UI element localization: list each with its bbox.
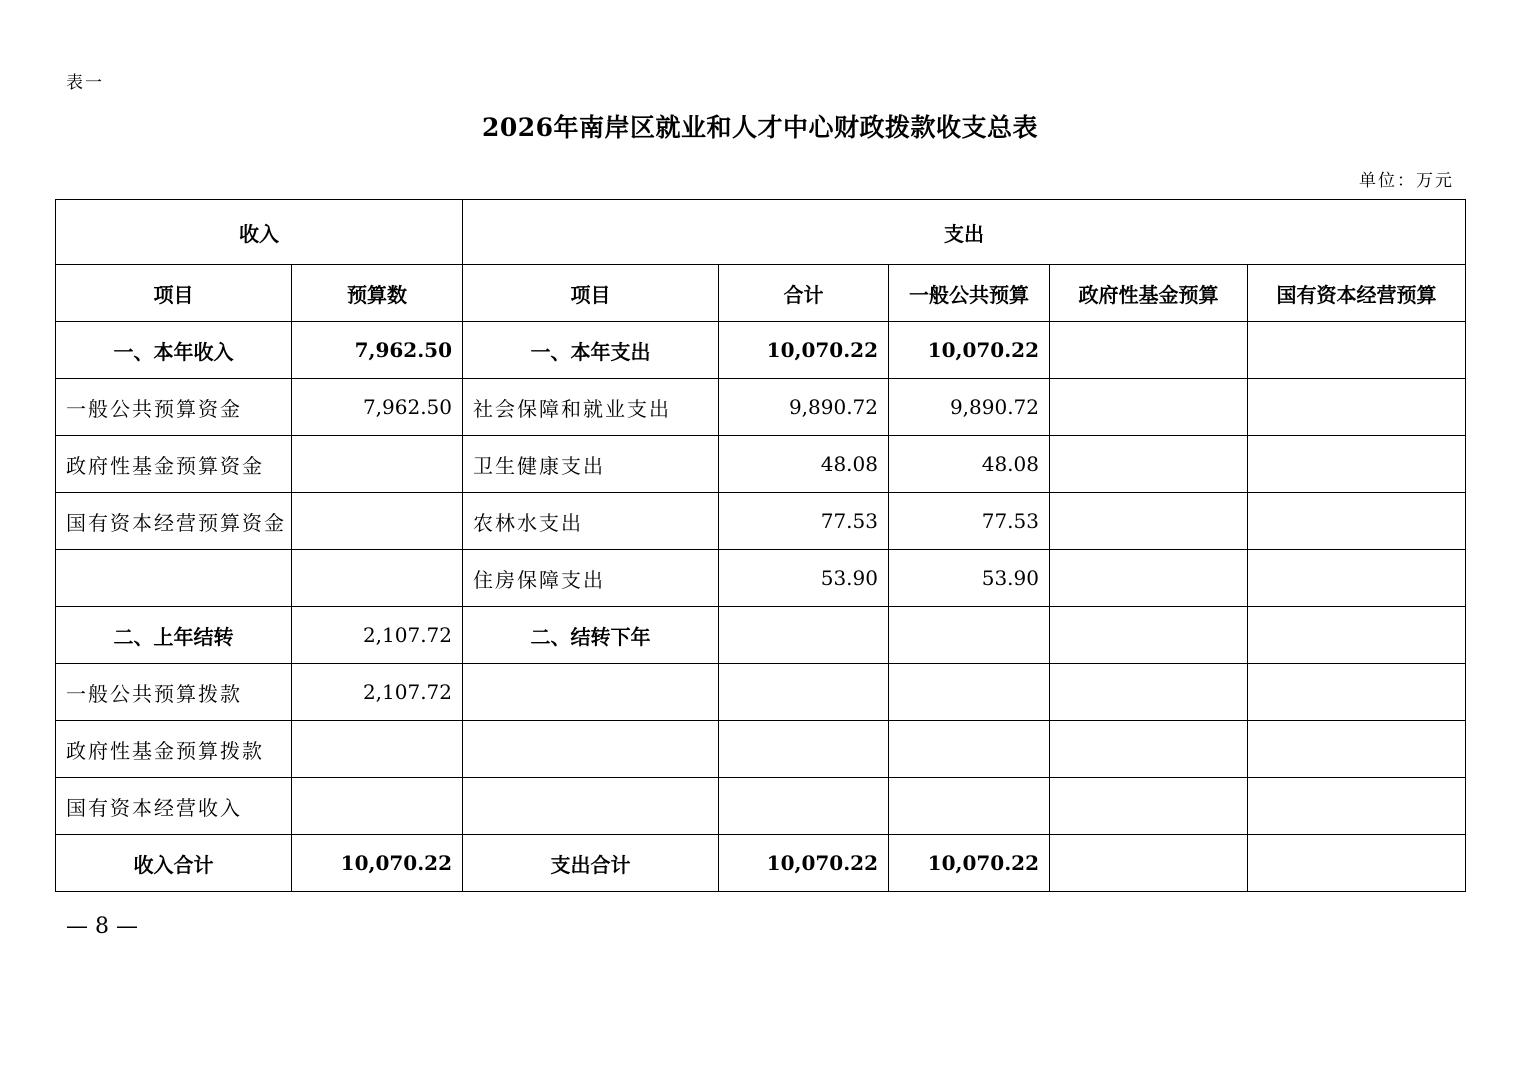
table-label: 表一	[66, 73, 104, 93]
expense-total-cell: 48.08	[719, 436, 889, 493]
income-amount-cell	[292, 550, 463, 607]
fund-budget-cell	[1050, 607, 1248, 664]
income-amount-cell: 7,962.50	[292, 379, 463, 436]
income-amount-cell: 10,070.22	[292, 835, 463, 892]
column-header-budget-amount: 预算数	[292, 265, 463, 322]
general-budget-cell: 53.90	[889, 550, 1050, 607]
income-amount-cell	[292, 493, 463, 550]
income-group-header: 收入	[56, 200, 463, 265]
capital-budget-cell	[1248, 664, 1466, 721]
expense-total-cell: 10,070.22	[719, 835, 889, 892]
general-budget-cell	[889, 607, 1050, 664]
table-row	[56, 493, 1466, 550]
income-item-cell: 国有资本经营预算资金	[56, 493, 292, 550]
income-item-cell: 一般公共预算拨款	[56, 664, 292, 721]
budget-table	[55, 199, 1466, 892]
page-number: — 8 —	[66, 914, 138, 939]
income-amount-cell	[292, 778, 463, 835]
general-budget-cell	[889, 664, 1050, 721]
unit-label: 单位：万元	[1359, 171, 1454, 191]
income-item-cell	[56, 550, 292, 607]
general-budget-cell: 10,070.22	[889, 322, 1050, 379]
expense-item-cell: 社会保障和就业支出	[463, 379, 719, 436]
expense-item-cell: 支出合计	[463, 835, 719, 892]
expense-item-cell: 二、结转下年	[463, 607, 719, 664]
general-budget-cell	[889, 721, 1050, 778]
fund-budget-cell	[1050, 379, 1248, 436]
table-row	[56, 379, 1466, 436]
income-amount-cell	[292, 721, 463, 778]
expense-total-cell	[719, 664, 889, 721]
capital-budget-cell	[1248, 322, 1466, 379]
expense-total-cell: 77.53	[719, 493, 889, 550]
general-budget-cell: 9,890.72	[889, 379, 1050, 436]
column-header-capital-budget: 国有资本经营预算	[1248, 265, 1466, 322]
expense-item-cell: 住房保障支出	[463, 550, 719, 607]
income-amount-cell	[292, 436, 463, 493]
fund-budget-cell	[1050, 493, 1248, 550]
expense-total-cell: 10,070.22	[719, 322, 889, 379]
table-row	[56, 322, 1466, 379]
fund-budget-cell	[1050, 322, 1248, 379]
income-item-cell: 一、本年收入	[56, 322, 292, 379]
capital-budget-cell	[1248, 778, 1466, 835]
income-item-cell: 收入合计	[56, 835, 292, 892]
group-header-row	[56, 200, 1466, 265]
column-header-fund-budget: 政府性基金预算	[1050, 265, 1248, 322]
expense-total-cell	[719, 607, 889, 664]
expense-item-cell: 农林水支出	[463, 493, 719, 550]
page-title: 2026年南岸区就业和人才中心财政拨款收支总表	[481, 113, 1039, 142]
income-item-cell: 政府性基金预算资金	[56, 436, 292, 493]
expense-total-cell	[719, 778, 889, 835]
column-header-income-item: 项目	[56, 265, 292, 322]
expense-item-cell	[463, 721, 719, 778]
expense-item-cell: 卫生健康支出	[463, 436, 719, 493]
table-row	[56, 721, 1466, 778]
fund-budget-cell	[1050, 835, 1248, 892]
expense-total-cell: 53.90	[719, 550, 889, 607]
capital-budget-cell	[1248, 436, 1466, 493]
fund-budget-cell	[1050, 664, 1248, 721]
column-header-general-budget: 一般公共预算	[889, 265, 1050, 322]
expense-item-cell: 一、本年支出	[463, 322, 719, 379]
capital-budget-cell	[1248, 379, 1466, 436]
fund-budget-cell	[1050, 550, 1248, 607]
income-amount-cell: 2,107.72	[292, 607, 463, 664]
expense-item-cell	[463, 778, 719, 835]
column-header-expense-item: 项目	[463, 265, 719, 322]
general-budget-cell: 48.08	[889, 436, 1050, 493]
column-header-row	[56, 265, 1466, 322]
income-item-cell: 政府性基金预算拨款	[56, 721, 292, 778]
capital-budget-cell	[1248, 550, 1466, 607]
fund-budget-cell	[1050, 721, 1248, 778]
table-row	[56, 550, 1466, 607]
income-item-cell: 二、上年结转	[56, 607, 292, 664]
fund-budget-cell	[1050, 436, 1248, 493]
table-row	[56, 778, 1466, 835]
income-item-cell: 国有资本经营收入	[56, 778, 292, 835]
general-budget-cell: 10,070.22	[889, 835, 1050, 892]
table-row	[56, 436, 1466, 493]
column-header-total: 合计	[719, 265, 889, 322]
income-item-cell: 一般公共预算资金	[56, 379, 292, 436]
general-budget-cell	[889, 778, 1050, 835]
expense-total-cell: 9,890.72	[719, 379, 889, 436]
expense-item-cell	[463, 664, 719, 721]
table-row	[56, 835, 1466, 892]
table-row	[56, 664, 1466, 721]
fund-budget-cell	[1050, 778, 1248, 835]
expense-total-cell	[719, 721, 889, 778]
capital-budget-cell	[1248, 607, 1466, 664]
capital-budget-cell	[1248, 493, 1466, 550]
income-amount-cell: 7,962.50	[292, 322, 463, 379]
capital-budget-cell	[1248, 721, 1466, 778]
capital-budget-cell	[1248, 835, 1466, 892]
table-row	[56, 607, 1466, 664]
income-amount-cell: 2,107.72	[292, 664, 463, 721]
general-budget-cell: 77.53	[889, 493, 1050, 550]
expense-group-header: 支出	[463, 200, 1466, 265]
